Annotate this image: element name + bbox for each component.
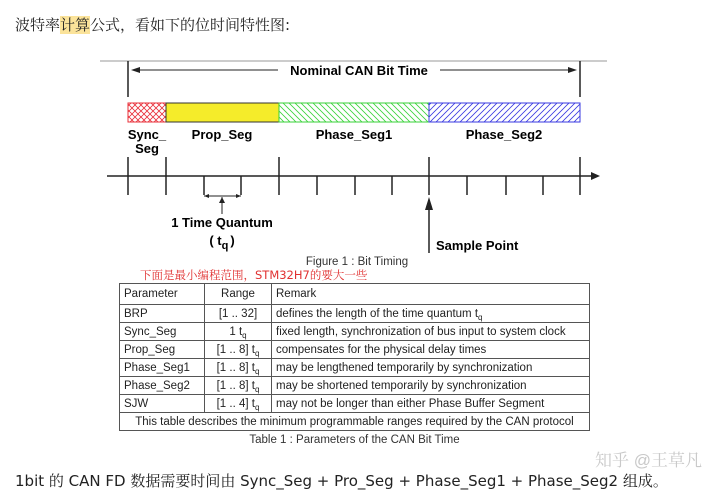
range-sub: q (242, 330, 247, 340)
tq-symbol-sub: q (221, 240, 229, 252)
remark-cell (272, 341, 590, 359)
tq-label: 1 Time Quantum (171, 215, 273, 230)
param-cell: Phase_Seg1 (120, 359, 205, 377)
range-value: [1 .. 4] t (216, 397, 255, 410)
table-row (120, 395, 590, 413)
sample-point-arrow-head (425, 197, 433, 210)
table-footer-row (120, 413, 590, 431)
range-sub: q (254, 402, 260, 412)
table-footer: This table describes the minimum programmable ranges required by the CAN protocol (120, 413, 590, 431)
figure-caption: Figure 1 : Bit Timing (305, 256, 409, 268)
range-sub: q (254, 348, 260, 358)
sync-seg-label: Sync_ (127, 127, 167, 142)
param-cell: Sync_Seg (120, 323, 205, 341)
table-caption: Table 1 : Parameters of the CAN Bit Time (249, 434, 460, 446)
remark-cell (272, 395, 590, 413)
phase-seg1-label: Phase_Seg1 (315, 127, 393, 142)
arrow-right-head (568, 67, 577, 73)
remark-cell (272, 305, 590, 323)
tq-symbol-close: ) (230, 233, 235, 248)
watermark: 知乎 @王草凡 (595, 451, 702, 470)
red-note: 下面是最小编程范围，STM32H7的要大一些 (140, 268, 368, 282)
prop-seg-label: Prop_Seg (191, 127, 253, 142)
remark-value: may not be longer than either Phase Buffer Segment (276, 397, 545, 410)
table-row (120, 305, 590, 323)
arrow-left-head (131, 67, 140, 73)
param-cell: BRP (120, 305, 205, 323)
range-cell (205, 323, 272, 341)
range-sub: q (254, 366, 260, 376)
range-value: 1 t (229, 325, 243, 338)
tq-symbol: ( t (209, 233, 222, 248)
table-row (120, 359, 590, 377)
table-row (120, 323, 590, 341)
range-value: [1 .. 8] t (216, 343, 255, 356)
range-value: [1 .. 32] (218, 307, 258, 320)
range-sub: q (254, 384, 260, 394)
header-range: Range (205, 284, 272, 305)
remark-cell (272, 359, 590, 377)
param-cell: Phase_Seg2 (120, 377, 205, 395)
range-cell (205, 395, 272, 413)
intro-after: 公式，看如下的位时间特性图: (90, 16, 291, 34)
remark-value: defines the length of the time quantum t (276, 307, 479, 320)
table-header-row (120, 284, 590, 305)
table-row (120, 341, 590, 359)
sync-seg-bar (128, 103, 166, 122)
sync-seg-label2: Seg (135, 141, 159, 156)
range-cell (205, 377, 272, 395)
remark-cell (272, 377, 590, 395)
remark-value: compensates for the physical delay times (276, 343, 487, 356)
header-remark: Remark (272, 284, 590, 305)
range-value: [1 .. 8] t (216, 361, 255, 374)
param-cell: SJW (120, 395, 205, 413)
intro-before: 波特率 (15, 16, 61, 34)
sample-point-label: Sample Point (436, 238, 519, 253)
remark-cell (272, 323, 590, 341)
tq-pointer-head (219, 197, 225, 203)
param-cell: Prop_Seg (120, 341, 205, 359)
prop-seg-bar (166, 103, 279, 122)
time-axis-arrow (591, 172, 600, 180)
table-block (119, 283, 590, 446)
phase-seg1-bar (279, 103, 429, 122)
bottom-text: 1bit 的 CAN FD 数据需要时间由 Sync_Seg + Pro_Seg + Phase_Seg1 + Phase_Seg2 组成。 (15, 472, 668, 490)
remark-sub: q (478, 312, 483, 322)
tq-symbol-group (209, 233, 234, 252)
range-cell (205, 305, 272, 323)
phase-seg2-bar (429, 103, 580, 122)
remark-value: may be lengthened temporarily by synchronization (276, 361, 533, 374)
bit-time-title: Nominal CAN Bit Time (290, 63, 428, 78)
phase-seg2-label: Phase_Seg2 (465, 127, 543, 142)
range-value: [1 .. 8] t (216, 379, 255, 392)
table-row (120, 377, 590, 395)
intro-highlight: 计算 (60, 16, 91, 34)
range-cell (205, 359, 272, 377)
parameter-table (119, 283, 590, 431)
header-parameter: Parameter (120, 284, 205, 305)
remark-value: fixed length, synchronization of bus input to system clock (276, 325, 566, 338)
range-cell (205, 341, 272, 359)
remark-value: may be shortened temporarily by synchronization (276, 379, 527, 392)
